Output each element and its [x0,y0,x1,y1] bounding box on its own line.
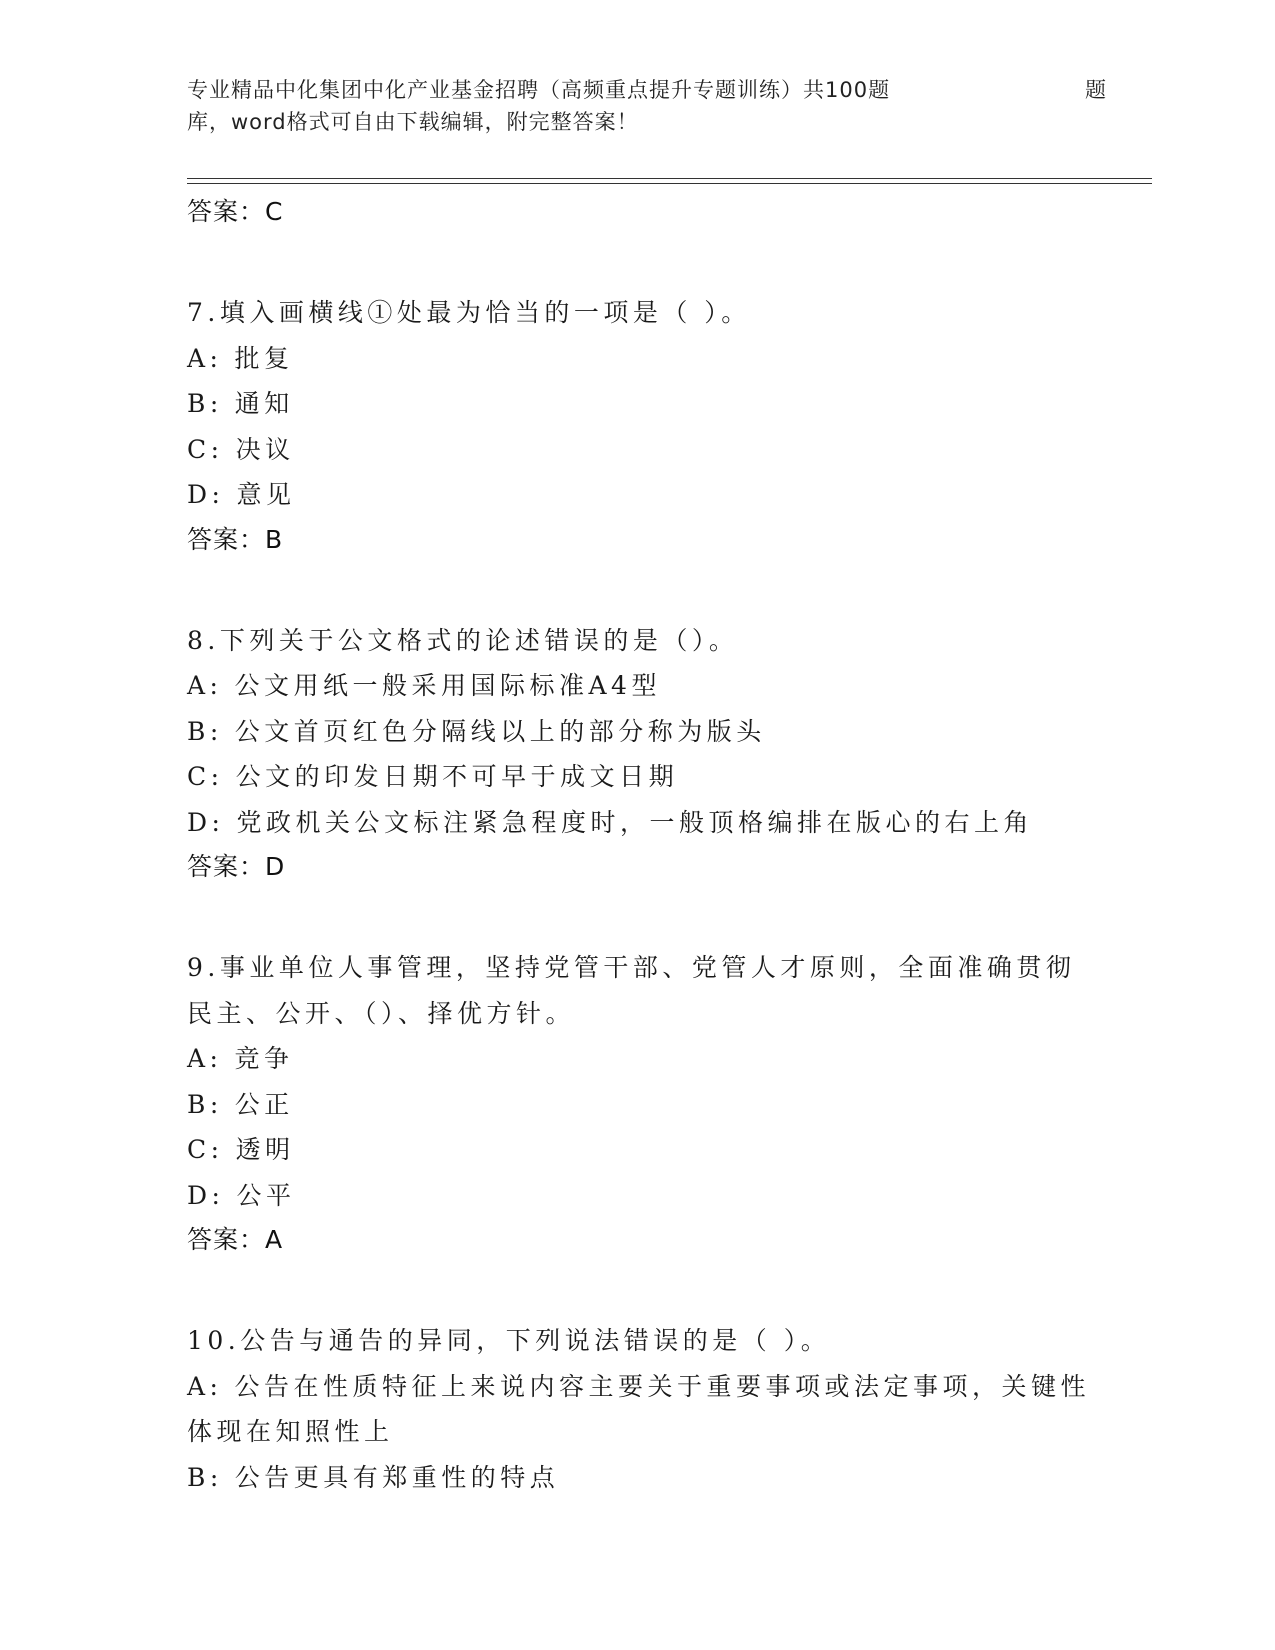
question-stem-line-1: 9.事业单位人事管理，坚持党管干部、党管人才原则，全面准确贯彻 [187,953,1076,982]
question-8 [187,618,1107,890]
option-text: 意见 [236,480,296,509]
option-text: 决议 [235,434,295,464]
option-c [187,1127,1107,1173]
question-9 [187,945,1107,1262]
option-a [187,663,1107,709]
option-key: C: [187,1135,224,1164]
header-line-1 [187,74,1107,106]
option-key: D: [187,807,225,837]
option-a [187,336,1107,382]
option-text: 批复 [234,343,294,373]
question-stem: 10.公告与通告的异同，下列说法错误的是（ ）。 [187,1326,831,1355]
option-c [187,427,1107,473]
option-text: 党政机关公文标注紧急程度时，一般顶格编排在版心的右上角 [236,807,1033,837]
answer-line: 答案：A [187,1225,284,1254]
option-key: A: [187,671,223,700]
answer-line: 答案：C [187,197,284,226]
option-d [187,800,1107,846]
option-d [187,472,1107,518]
option-key: B: [187,716,223,746]
option-text: 公正 [234,1089,294,1119]
question-list [187,190,1107,1500]
option-a-continued: 体现在知照性上 [187,1417,394,1446]
question-stem-line-2: 民主、公开、（）、择优方针。 [187,998,576,1028]
question-7 [187,290,1107,562]
option-text: 公文的印发日期不可早于成文日期 [235,762,679,791]
header-line-2: 库，word格式可自由下载编辑，附完整答案！ [187,110,639,134]
header-divider-bottom [187,183,1152,184]
option-key: B: [187,1462,223,1492]
option-text: 公平 [236,1180,296,1210]
option-a [187,1036,1107,1082]
option-text: 公文首页红色分隔线以上的部分称为版头 [234,716,766,746]
document-header [187,74,1107,138]
option-b [187,709,1107,755]
option-b [187,1082,1107,1128]
option-c [187,754,1107,800]
option-text: 公文用纸一般采用国际标准A4型 [234,671,661,700]
header-divider-top [187,178,1152,179]
option-key: B: [187,389,223,418]
option-text: 公告在性质特征上来说内容主要关于重要事项或法定事项，关键性 [234,1371,1090,1401]
option-b [187,381,1107,427]
option-key: A: [187,343,223,373]
option-b [187,1455,1107,1501]
header-title: 专业精品中化集团中化产业基金招聘（高频重点提升专题训练）共100题 [187,78,891,102]
option-text: 竞争 [234,1044,294,1073]
option-key: C: [187,434,224,464]
option-text: 公告更具有郑重性的特点 [234,1462,560,1492]
answer-line: 答案：D [187,852,286,881]
option-key: D: [187,480,225,509]
question-stem: 8.下列关于公文格式的论述错误的是（）。 [187,625,739,655]
option-key: B: [187,1089,223,1119]
question-10 [187,1318,1107,1500]
option-d [187,1173,1107,1219]
option-key: A: [187,1044,223,1073]
option-key: C: [187,762,224,791]
answer-line: 答案：B [187,524,284,554]
question-stem: 7.填入画横线①处最为恰当的一项是（ ）。 [187,298,751,327]
option-text: 透明 [235,1135,295,1164]
option-text: 通知 [234,389,294,418]
option-key: A: [187,1371,223,1401]
option-key: D: [187,1180,225,1210]
option-a [187,1364,1107,1410]
header-title-wrap: 题 [1085,78,1107,102]
